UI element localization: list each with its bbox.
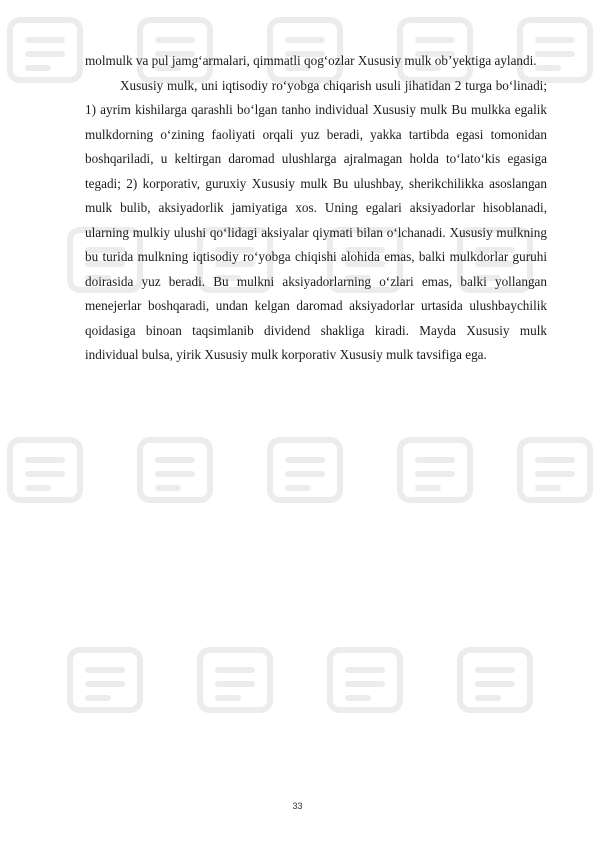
- document-body: [85, 49, 547, 368]
- watermark-icon: [70, 650, 140, 710]
- watermark-icon: [10, 20, 80, 80]
- watermark-icon: [460, 650, 530, 710]
- paragraph-continuation: molmulk va pul jamg‘armalari, qimmatli qog‘ozlar Xususiy mulk ob’yektiga aylandi.: [85, 53, 537, 68]
- page-number: 33: [292, 801, 303, 811]
- watermark-icon: [140, 440, 210, 500]
- paragraph-private-property-types: Xususiy mulk, uni iqtisodiy ro‘yobga chiqarish usuli jihatidan 2 turga bo‘linadi; 1) ayrim kishilarga qarashli bo‘lgan tanho individual Xususiy mulk Bu mulkka egalik mulkdorning o‘zining faoliyati orqali yuz beradi, yakka tartibda egasi tomonidan boshqariladi, u keltirgan daromad ulushlarga ajralmagan holda to‘lato‘kis egasiga tegadi; 2) korporativ, guruxiy Xususiy mulk Bu ulushbay, sherikchilikka asoslangan mulk bulib, aksiyadorlik jamiyatiga xos. Uning egalari aksiyadorlar hisoblanadi, ularning mulkiy ulushi qo‘lidagi aksiyalar qiymati bilan o‘lchanadi. Xususiy mulkning bu turida mulkning iqtisodiy ro‘yobga chiqishi alohida emas, balki mulkdorlar guruhi doirasida yuz beradi. Bu mulkni aksiyadorlarning o‘zlari emas, balki yollangan menejerlar boshqaradi, undan kelgan daromad aksiyadorlar urtasida ulushbaychilik qoidasiga binoan taqsimlanib dividend shakliga kiradi. Mayda Xususiy mulk individual bulsa, yirik Xususiy mulk korporativ Xususiy mulk tavsifiga ega.: [85, 77, 547, 362]
- watermark-icon: [10, 440, 80, 500]
- watermark-icon: [270, 440, 340, 500]
- watermark-icon: [400, 440, 470, 500]
- watermark-icon: [330, 650, 400, 710]
- watermark-icon: [520, 440, 590, 500]
- watermark-icon: [200, 650, 270, 710]
